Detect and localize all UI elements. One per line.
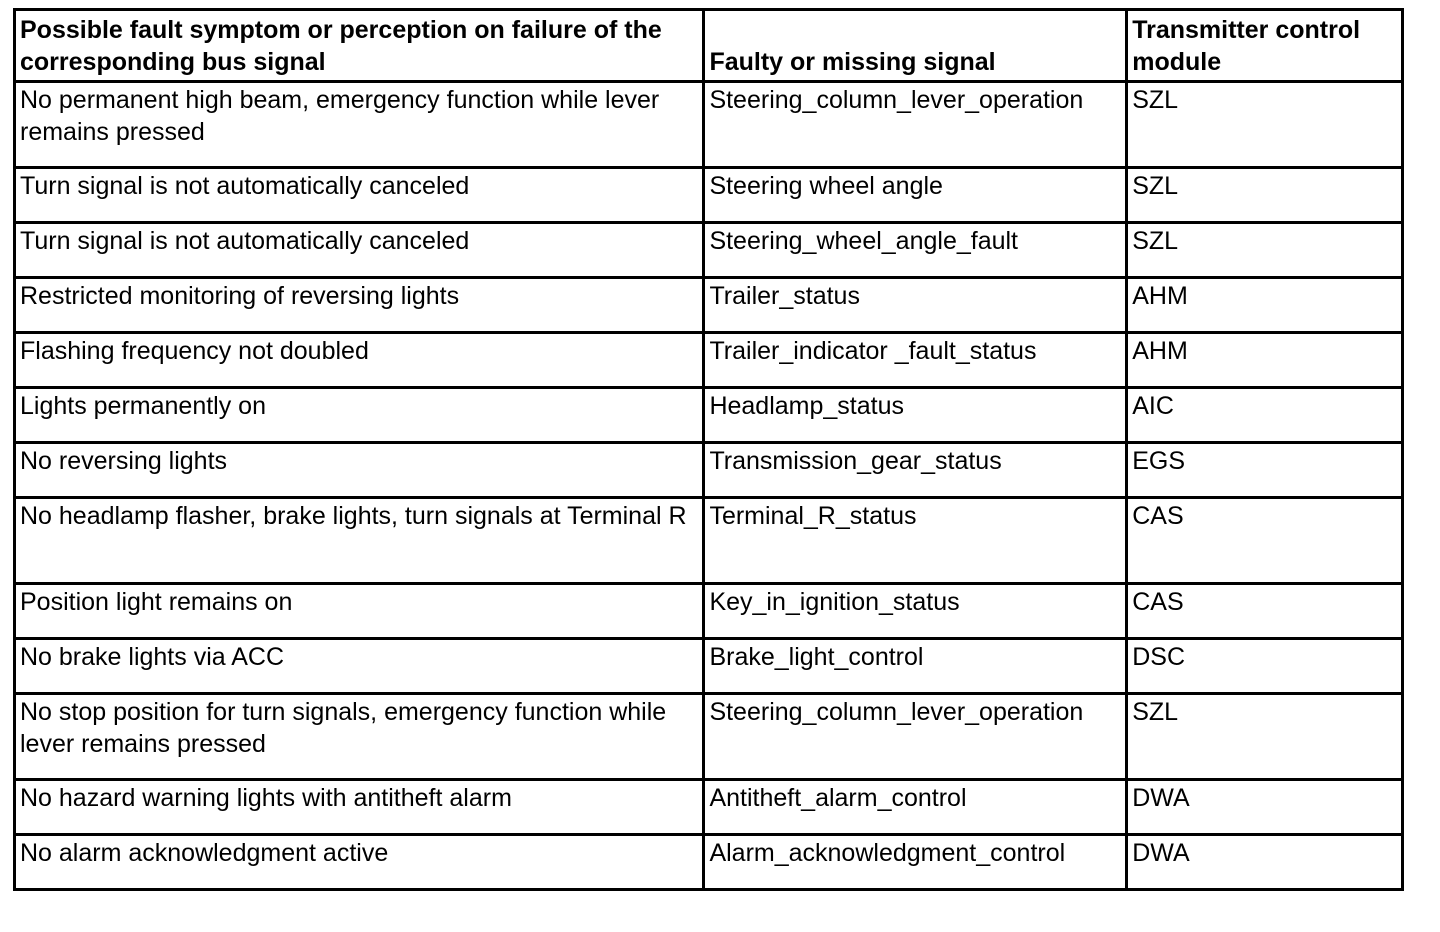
signal-cell: Transmission_gear_status bbox=[704, 443, 1127, 498]
module-cell: CAS bbox=[1127, 584, 1403, 639]
module-cell: CAS bbox=[1127, 498, 1403, 584]
table-row bbox=[15, 443, 1403, 498]
table-row bbox=[15, 82, 1403, 168]
symptom-cell: No alarm acknowledgment active bbox=[15, 835, 704, 890]
module-cell: SZL bbox=[1127, 694, 1403, 780]
table-row bbox=[15, 223, 1403, 278]
table-row bbox=[15, 498, 1403, 584]
signal-cell: Trailer_status bbox=[704, 278, 1127, 333]
module-cell: AHM bbox=[1127, 278, 1403, 333]
header-symptom: Possible fault symptom or perception on failure of the corresponding bus signal bbox=[15, 10, 704, 82]
table-row bbox=[15, 278, 1403, 333]
signal-cell: Brake_light_control bbox=[704, 639, 1127, 694]
module-cell: SZL bbox=[1127, 168, 1403, 223]
symptom-cell: No reversing lights bbox=[15, 443, 704, 498]
symptom-cell: Lights permanently on bbox=[15, 388, 704, 443]
symptom-cell: Flashing frequency not doubled bbox=[15, 333, 704, 388]
signal-cell: Alarm_acknowledgment_control bbox=[704, 835, 1127, 890]
header-module: Transmitter control module bbox=[1127, 10, 1403, 82]
table-row bbox=[15, 694, 1403, 780]
symptom-cell: Position light remains on bbox=[15, 584, 704, 639]
symptom-cell: No permanent high beam, emergency function while lever remains pressed bbox=[15, 82, 704, 168]
table-row bbox=[15, 639, 1403, 694]
signal-cell: Terminal_R_status bbox=[704, 498, 1127, 584]
signal-cell: Steering_wheel_angle_fault bbox=[704, 223, 1127, 278]
symptom-cell: Turn signal is not automatically canceled bbox=[15, 168, 704, 223]
fault-signal-table bbox=[13, 8, 1404, 891]
module-cell: DSC bbox=[1127, 639, 1403, 694]
signal-cell: Headlamp_status bbox=[704, 388, 1127, 443]
table-row bbox=[15, 835, 1403, 890]
table-row bbox=[15, 333, 1403, 388]
module-cell: SZL bbox=[1127, 82, 1403, 168]
symptom-cell: Turn signal is not automatically canceled bbox=[15, 223, 704, 278]
table-header bbox=[15, 10, 1403, 82]
signal-cell: Antitheft_alarm_control bbox=[704, 780, 1127, 835]
table-body bbox=[15, 82, 1403, 890]
module-cell: SZL bbox=[1127, 223, 1403, 278]
table-row bbox=[15, 388, 1403, 443]
signal-cell: Key_in_ignition_status bbox=[704, 584, 1127, 639]
symptom-cell: No hazard warning lights with antitheft alarm bbox=[15, 780, 704, 835]
module-cell: EGS bbox=[1127, 443, 1403, 498]
table-row bbox=[15, 168, 1403, 223]
signal-cell: Steering_column_lever_operation bbox=[704, 694, 1127, 780]
header-signal: Faulty or missing signal bbox=[704, 10, 1127, 82]
module-cell: DWA bbox=[1127, 835, 1403, 890]
header-row bbox=[15, 10, 1403, 82]
module-cell: AIC bbox=[1127, 388, 1403, 443]
signal-cell: Steering_column_lever_operation bbox=[704, 82, 1127, 168]
table-row bbox=[15, 780, 1403, 835]
module-cell: DWA bbox=[1127, 780, 1403, 835]
symptom-cell: No stop position for turn signals, emergency function while lever remains pressed bbox=[15, 694, 704, 780]
signal-cell: Trailer_indicator _fault_status bbox=[704, 333, 1127, 388]
symptom-cell: No headlamp flasher, brake lights, turn signals at Terminal R bbox=[15, 498, 704, 584]
signal-cell: Steering wheel angle bbox=[704, 168, 1127, 223]
module-cell: AHM bbox=[1127, 333, 1403, 388]
symptom-cell: No brake lights via ACC bbox=[15, 639, 704, 694]
table-row bbox=[15, 584, 1403, 639]
symptom-cell: Restricted monitoring of reversing lights bbox=[15, 278, 704, 333]
